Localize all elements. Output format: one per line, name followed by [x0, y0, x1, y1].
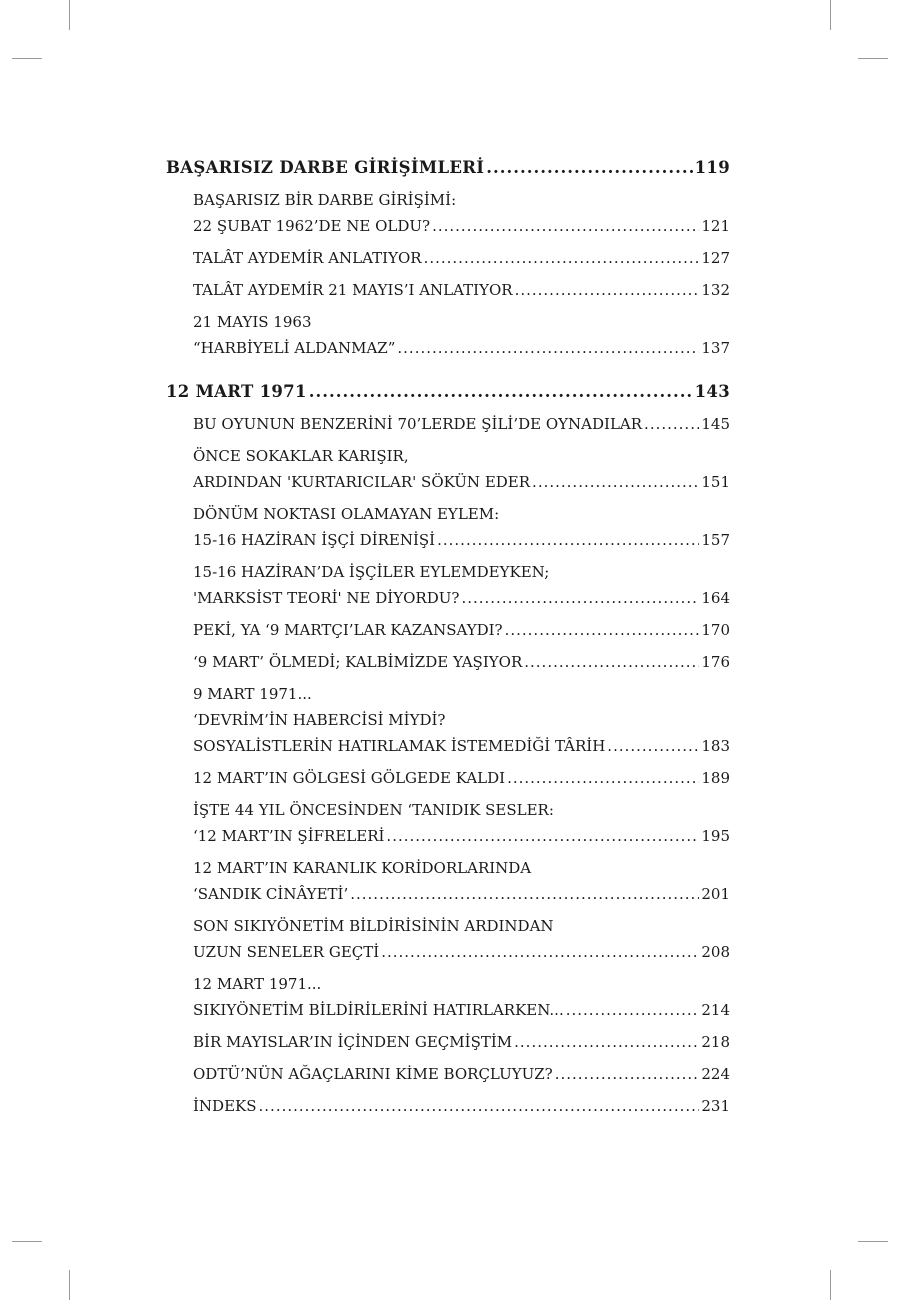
toc-section-heading [166, 381, 730, 403]
entry-page-number: 189 [701, 769, 730, 787]
entry-title-line: ‘9 MART’ ÖLMEDİ; KALBİMİZDE YAŞIYOR [193, 653, 523, 671]
crop-mark-left-bottom [12, 1241, 42, 1242]
section-title: BAŞARISIZ DARBE GİRİŞİMLERİ [166, 158, 485, 177]
entry-page-number: 127 [701, 249, 730, 267]
toc-entry [193, 855, 730, 907]
entry-title-line: SOSYALİSTLERİN HATIRLAMAK İSTEMEDİĞİ TÂRİH [193, 737, 606, 755]
entry-title-line: TALÂT AYDEMİR 21 MAYIS’I ANLATIYOR [193, 281, 513, 299]
dot-leader [309, 381, 693, 403]
toc-entry [193, 443, 730, 495]
dot-leader [424, 245, 700, 271]
dot-leader [532, 469, 699, 495]
dot-leader [507, 765, 699, 791]
dot-leader [607, 733, 699, 759]
entry-title-line: SIKIYÖNETİM BİLDİRİLERİNİ HATIRLARKEN... [193, 1001, 564, 1019]
entry-page-number: 218 [701, 1033, 730, 1051]
dot-leader [555, 1061, 700, 1087]
entry-title-line: 21 MAYIS 1963 [193, 313, 312, 331]
toc-entry [193, 277, 730, 303]
entry-title-line: İNDEKS [193, 1097, 257, 1115]
entry-title-line: ‘DEVRİM’İN HABERCİSİ MİYDİ? [193, 711, 446, 729]
entry-page-number: 195 [701, 827, 730, 845]
entry-title-line: 12 MART 1971... [193, 975, 322, 993]
entry-title-line: BU OYUNUN BENZERİNİ 70’LERDE ŞİLİ’DE OYNADILAR [193, 415, 643, 433]
dot-leader [432, 213, 699, 239]
dot-leader [566, 997, 700, 1023]
toc-entry [193, 1029, 730, 1055]
dot-leader [505, 617, 700, 643]
entry-page-number: 224 [701, 1065, 730, 1083]
toc-entry [193, 797, 730, 849]
entry-title-line: 15-16 HAZİRAN’DA İŞÇİLER EYLEMDEYKEN; [193, 563, 550, 581]
entry-title-line: 12 MART’IN KARANLIK KORİDORLARINDA [193, 859, 532, 877]
entry-title-line: PEKİ, YA ‘9 MARTÇI’LAR KAZANSAYDI? [193, 621, 503, 639]
toc-entry [193, 411, 730, 437]
toc-entry [193, 187, 730, 239]
entry-title-line: UZUN SENELER GEÇTİ [193, 943, 380, 961]
dot-leader [486, 157, 692, 179]
dot-leader [515, 277, 700, 303]
entry-title-line: “HARBİYELİ ALDANMAZ” [193, 339, 396, 357]
toc-entry [193, 309, 730, 361]
entry-title-line: BAŞARISIZ BİR DARBE GİRİŞİMİ: [193, 191, 457, 209]
crop-mark-bottom-left [69, 1270, 70, 1300]
entry-title-line: ‘SANDIK CİNÂYETİ’ [193, 885, 349, 903]
entry-page-number: 208 [701, 943, 730, 961]
dot-leader [524, 649, 699, 675]
section-page-number: 119 [694, 158, 730, 177]
crop-mark-right-bottom [858, 1241, 888, 1242]
dot-leader [461, 585, 699, 611]
toc-entry [193, 1093, 730, 1119]
toc-entry [193, 649, 730, 675]
entry-page-number: 121 [701, 217, 730, 235]
entry-page-number: 137 [701, 339, 730, 357]
toc-entry [193, 559, 730, 611]
entry-title-line: ‘12 MART’IN ŞİFRELERİ [193, 827, 385, 845]
entry-page-number: 132 [701, 281, 730, 299]
entry-title-line: TALÂT AYDEMİR ANLATIYOR [193, 249, 422, 267]
entry-title-line: DÖNÜM NOKTASI OLAMAYAN EYLEM: [193, 505, 500, 523]
entry-title-line: 'MARKSİST TEORİ' NE DİYORDU? [193, 589, 460, 607]
dot-leader [350, 881, 699, 907]
entry-title-line: 22 ŞUBAT 1962’DE NE OLDU? [193, 217, 431, 235]
crop-mark-top-left [69, 0, 70, 30]
entry-title-line: ODTÜ’NÜN AĞAÇLARINI KİME BORÇLUYUZ? [193, 1065, 553, 1083]
entry-title-line: ÖNCE SOKAKLAR KARIŞIR, [193, 447, 409, 465]
entry-title-line: İŞTE 44 YIL ÖNCESİNDEN ‘TANIDIK SESLER: [193, 801, 554, 819]
toc-entry [193, 1061, 730, 1087]
dot-leader [514, 1029, 699, 1055]
crop-mark-bottom-right [830, 1270, 831, 1300]
entry-page-number: 183 [701, 737, 730, 755]
entry-title-line: SON SIKIYÖNETİM BİLDİRİSİNİN ARDINDAN [193, 917, 554, 935]
entry-page-number: 231 [701, 1097, 730, 1115]
entry-page-number: 151 [701, 473, 730, 491]
entry-page-number: 170 [701, 621, 730, 639]
entry-title-line: 15-16 HAZİRAN İŞÇİ DİRENİŞİ [193, 531, 436, 549]
crop-mark-left-top [12, 58, 42, 59]
entry-page-number: 214 [701, 1001, 730, 1019]
dot-leader [397, 335, 699, 361]
entry-title-line: BİR MAYISLAR’IN İÇİNDEN GEÇMİŞTİM [193, 1033, 513, 1051]
dot-leader [259, 1093, 700, 1119]
dot-leader [437, 527, 699, 553]
toc-entry [193, 617, 730, 643]
table-of-contents [166, 157, 730, 1119]
crop-mark-right-top [858, 58, 888, 59]
dot-leader [386, 823, 699, 849]
entry-title-line: ARDINDAN 'KURTARICILAR' SÖKÜN EDER [193, 473, 531, 491]
toc-entry [193, 681, 730, 759]
toc-entry [193, 971, 730, 1023]
crop-mark-top-right [830, 0, 831, 30]
toc-entry [193, 765, 730, 791]
entry-page-number: 157 [701, 531, 730, 549]
entry-page-number: 201 [701, 885, 730, 903]
dot-leader [644, 411, 699, 437]
entry-page-number: 164 [701, 589, 730, 607]
entry-title-line: 9 MART 1971... [193, 685, 312, 703]
entry-page-number: 145 [701, 415, 730, 433]
dot-leader [381, 939, 699, 965]
section-page-number: 143 [694, 382, 730, 401]
toc-entry [193, 245, 730, 271]
toc-section-heading [166, 157, 730, 179]
section-title: 12 MART 1971 [166, 382, 307, 401]
entry-title-line: 12 MART’IN GÖLGESİ GÖLGEDE KALDI [193, 769, 506, 787]
toc-entry [193, 501, 730, 553]
entry-page-number: 176 [701, 653, 730, 671]
toc-entry [193, 913, 730, 965]
